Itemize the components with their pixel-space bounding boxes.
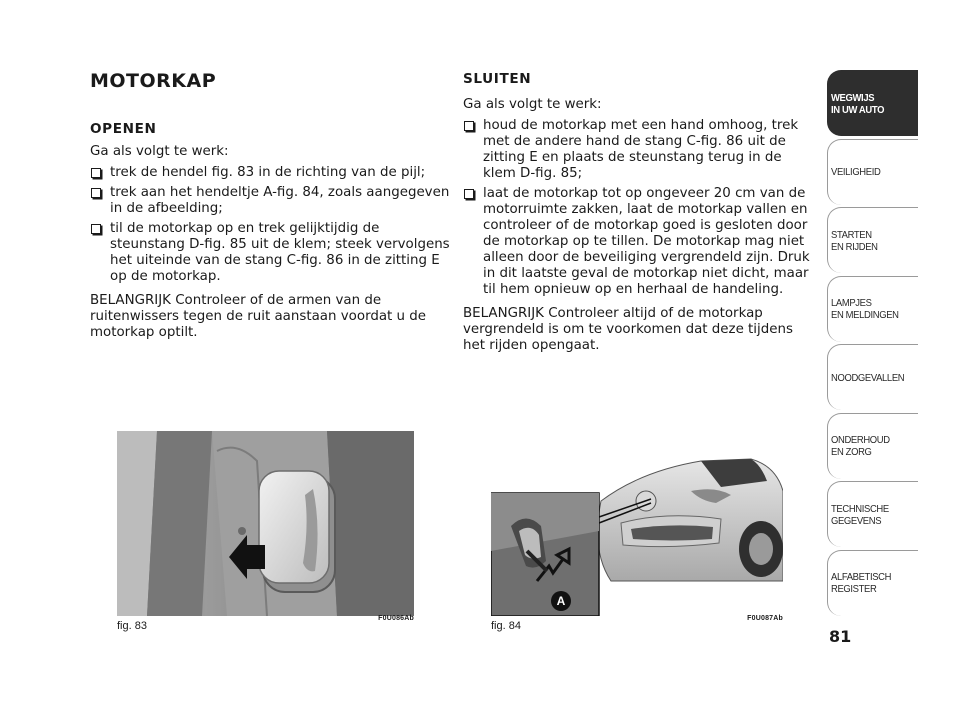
figure-label: fig. 83 [117,620,147,632]
right-column [463,70,818,354]
checkbox-bullet-icon [91,224,101,234]
list-item: trek de hendel fig. 83 in de richting van de pijl; [90,165,450,181]
list-item: til de motorkap op en trek gelijktijdig de steunstang D-fig. 85 uit de klem; steek vervolgens het uiteinde van de stang C-fig. 86 in de zitting E op de motorkap. [90,221,450,285]
figure-83-hood-release-lever [117,431,414,616]
left-column [90,70,450,341]
tab-veiligheid[interactable]: VEILIGHEID [827,139,918,205]
list-item: houd de motorkap met een hand omhoog, trek met de andere hand de stang C-fig. 86 uit de zitting E en plaats de steunstang terug in de klem D-fig. 85; [463,118,818,182]
figure-label: fig. 84 [491,620,521,632]
checkbox-bullet-icon [91,188,101,198]
step-list [90,165,450,285]
tab-lampjes[interactable]: LAMPJES EN MELDINGEN [827,276,918,342]
figure-code: F0U087Ab [747,615,783,622]
tab-noodgevallen[interactable]: NOODGEVALLEN [827,344,918,410]
hood-release-lever-illustration [117,431,414,616]
tab-wegwijs[interactable]: WEGWIJS IN UW AUTO [827,70,918,136]
subsection-title-open: OPENEN [90,121,157,137]
figure-code: F0U086Ab [378,615,414,622]
tab-onderhoud[interactable]: ONDERHOUD EN ZORG [827,413,918,479]
car-front-illustration [491,431,783,616]
tab-alfabetisch[interactable]: ALFABETISCH REGISTER [827,550,918,616]
page-number: 81 [829,627,852,646]
checkbox-bullet-icon [464,121,474,131]
chapter-sidebar [827,70,918,618]
important-note: BELANGRIJK Controleer altijd of de motorkap vergrendeld is om te voorkomen dat deze tijdens het rijden opengaat. [463,306,793,353]
important-note: BELANGRIJK Controleer of de armen van de ruitenwissers tegen de ruit aanstaan voordat u de motorkap optilt. [90,293,427,340]
list-item: laat de motorkap tot op ongeveer 20 cm van de motorruimte zakken, laat de motorkap vallen en controleer of de motorkap goed is gesloten door de motorkap op te tillen. De motorkap mag niet alleen door de beveiliging vergrendeld zijn. Druk in dit laatste geval de motorkap niet dicht, maar til hem opnieuw op en herhaal de handeling. [463,186,818,298]
list-item: trek aan het hendeltje A-fig. 84, zoals aangegeven in de afbeelding; [90,185,450,217]
intro-text: Ga als volgt te werk: [90,144,229,159]
marker-a-label: A [556,594,566,608]
subsection-title-close: SLUITEN [463,71,532,87]
checkbox-bullet-icon [464,189,474,199]
checkbox-bullet-icon [91,168,101,178]
figure-84-car-and-hood-lever [491,431,783,616]
intro-text: Ga als volgt te werk: [463,97,602,112]
step-list [463,118,818,298]
tab-technische[interactable]: TECHNISCHE GEGEVENS [827,481,918,547]
section-title: MOTORKAP [90,70,217,92]
tab-starten[interactable]: STARTEN EN RIJDEN [827,207,918,273]
